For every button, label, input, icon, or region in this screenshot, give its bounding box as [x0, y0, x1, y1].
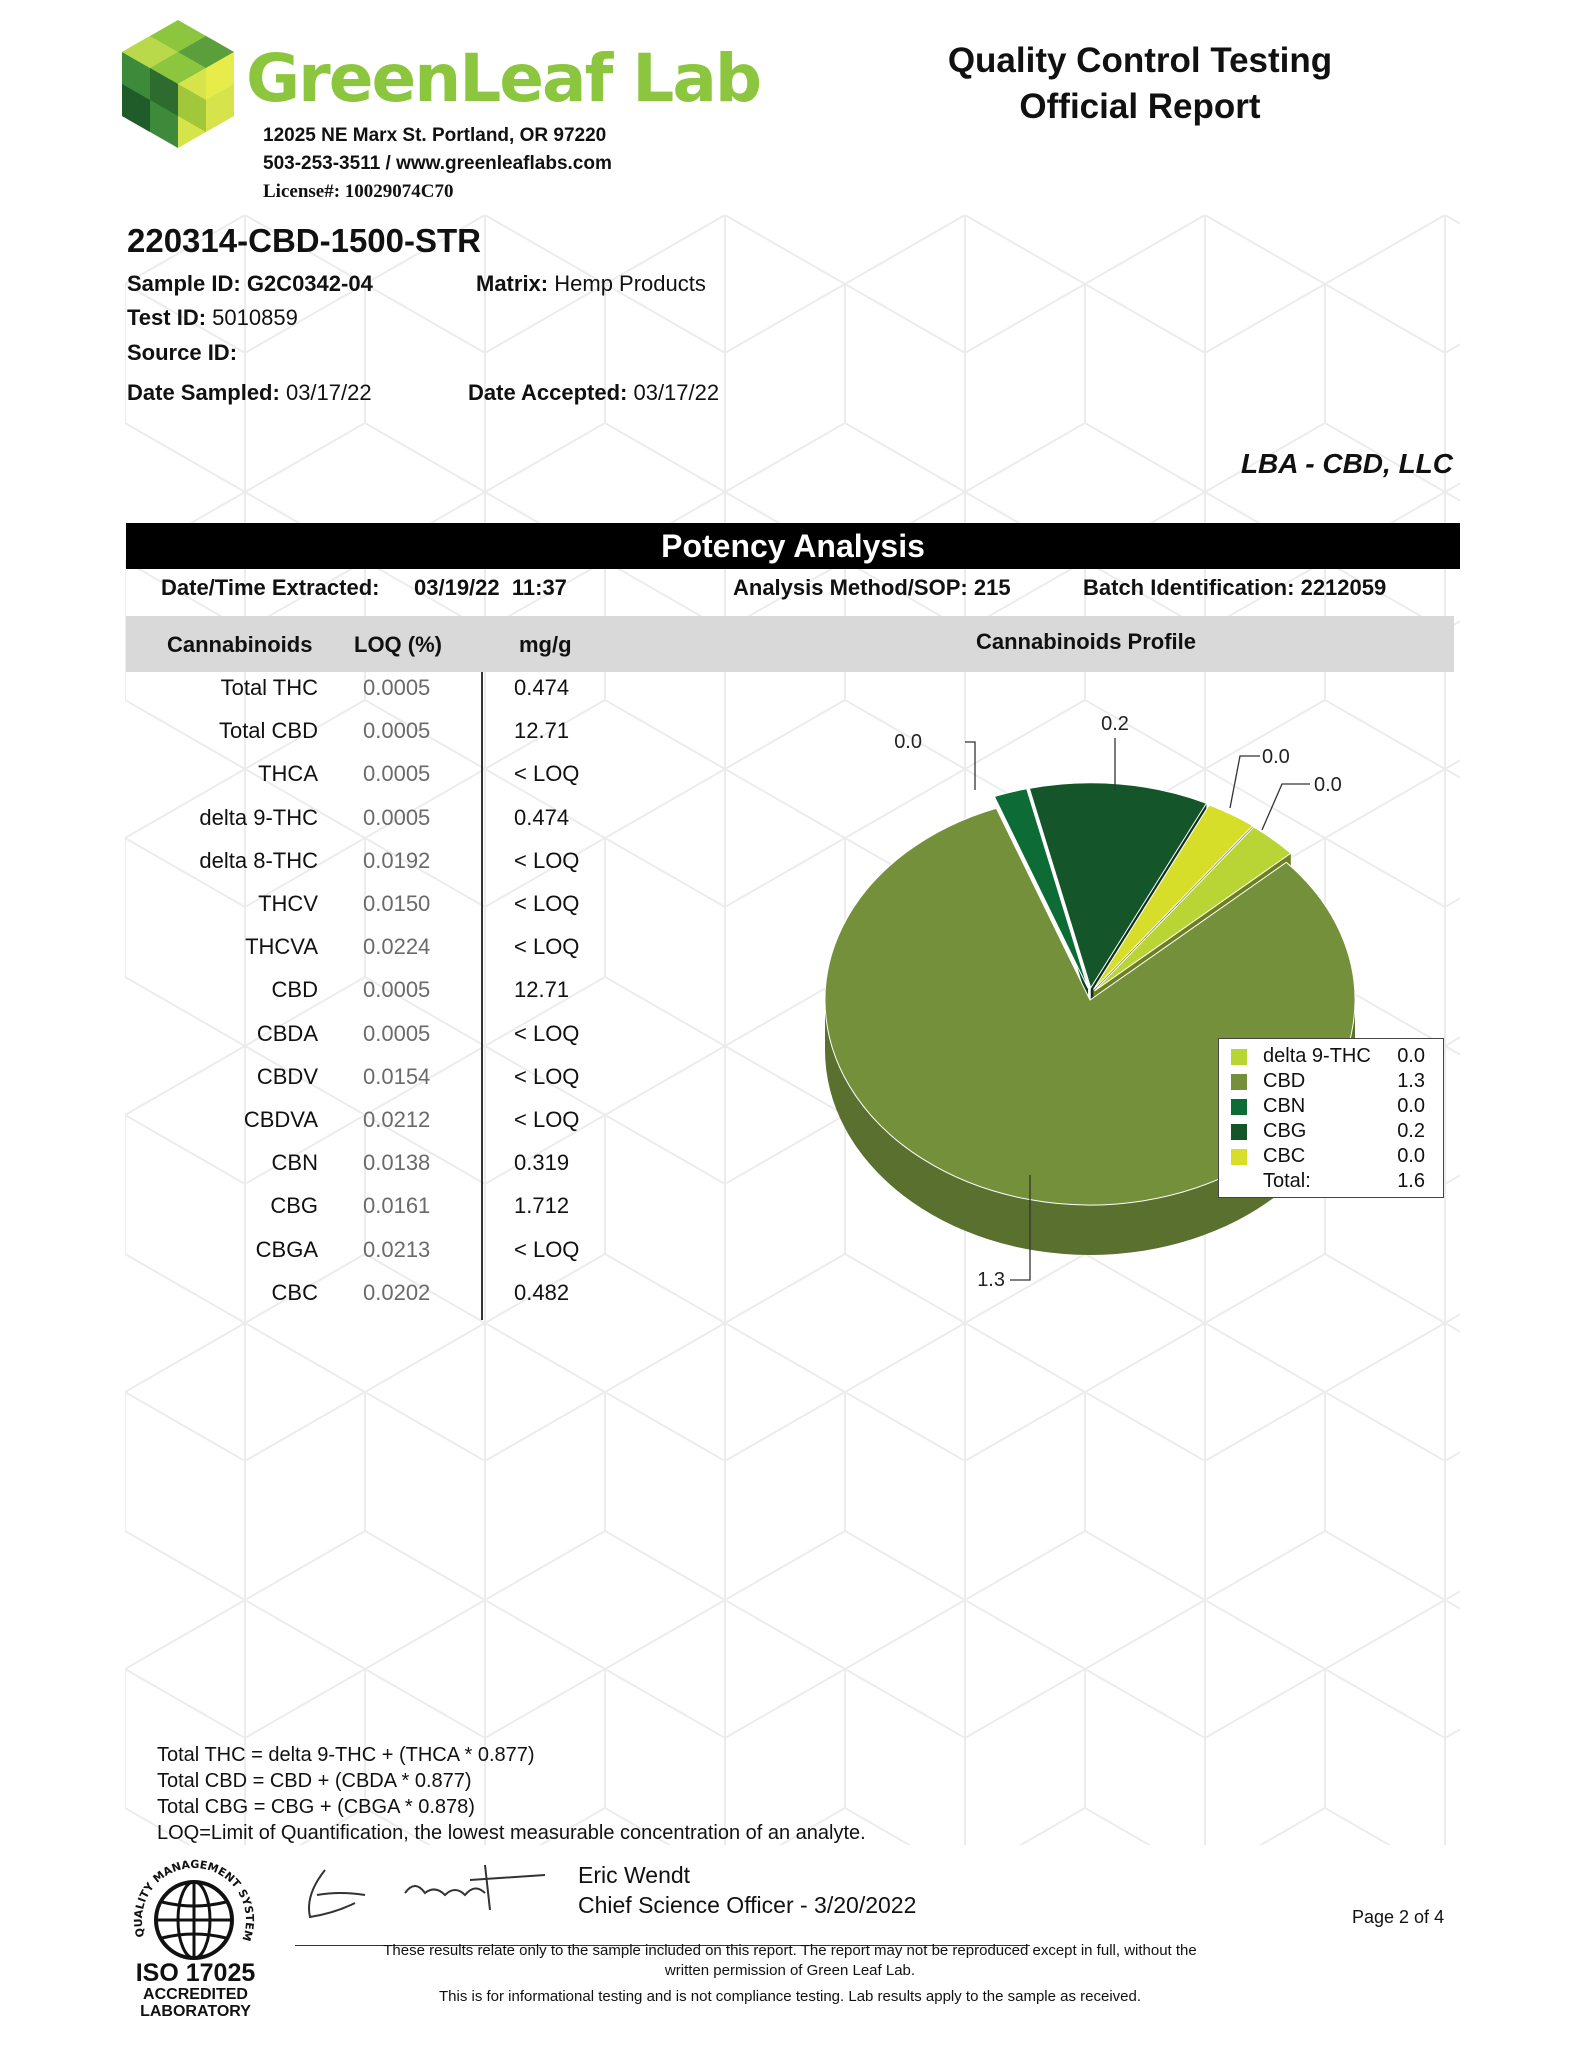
mgg-value: 0.482: [514, 1279, 570, 1305]
legend-item: [1219, 1119, 1443, 1144]
lab-contact: 503-253-3511 / www.greenleaflabs.com: [263, 153, 612, 174]
loq-value: 0.0212: [363, 1107, 431, 1132]
table-row: [0, 884, 600, 924]
iso-number: ISO 17025: [135, 1959, 256, 1987]
legend-label: CBC: [1263, 1145, 1306, 1167]
cannabinoid-name: CBC: [271, 1279, 318, 1305]
mgg-value: 12.71: [514, 718, 570, 744]
table-row: [0, 1186, 600, 1226]
date-sampled: Date Sampled: 03/17/22: [127, 380, 372, 405]
cannabinoid-name: THCVA: [245, 934, 318, 960]
loq-value: 0.0005: [363, 977, 431, 1003]
mgg-value: 0.319: [514, 1150, 570, 1176]
formula-notes: [157, 1742, 866, 1846]
table-row: [0, 1014, 600, 1054]
legend-item: [1219, 1094, 1443, 1119]
handwritten-signature: [295, 1855, 560, 1935]
signer-name: Eric Wendt: [578, 1862, 691, 1888]
legend-label: delta 9-THC: [1263, 1045, 1371, 1067]
cannabinoid-name: THCV: [258, 891, 318, 916]
iso-laboratory: LABORATORY: [140, 2003, 251, 2020]
disclaimer-1: These results relate only to the sample included on this report. The report may not be reproduced except in full, without the: [383, 1942, 1197, 1959]
disclaimer-2: written permission of Green Leaf Lab.: [664, 1962, 916, 1979]
extraction-datetime-value: 03/19/22 11:37: [414, 575, 567, 600]
legend-label: CBN: [1263, 1095, 1306, 1117]
cannabinoid-name: CBDA: [256, 1020, 318, 1046]
table-row: [0, 1057, 600, 1097]
table-row: [0, 970, 600, 1010]
table-row: [0, 668, 600, 708]
date-accepted: Date Accepted: 03/17/22: [468, 380, 720, 405]
table-row: [0, 1100, 600, 1140]
legend-swatch: [1231, 1099, 1247, 1115]
note-total-cbd: Total CBD = CBD + (CBDA * 0.877): [157, 1770, 472, 1792]
table-row: [0, 1273, 600, 1313]
loq-value: 0.0005: [363, 675, 431, 700]
legend-label: CBD: [1263, 1070, 1306, 1092]
pie-value-label: 0.0: [894, 731, 922, 753]
table-row: [0, 798, 600, 838]
legend-value: 0.0: [1397, 1045, 1425, 1067]
loq-value: 0.0005: [363, 804, 431, 830]
analysis-method: Analysis Method/SOP: 215: [733, 575, 1011, 600]
loq-value: 0.0192: [363, 847, 431, 873]
mgg-value: < LOQ: [514, 1020, 580, 1046]
col-header-loq: LOQ (%): [354, 632, 442, 657]
loq-value: 0.0224: [363, 934, 431, 960]
legend-label: CBG: [1263, 1120, 1307, 1142]
legend-swatch: [1231, 1124, 1247, 1140]
page-number: Page 2 of 4: [1352, 1907, 1445, 1927]
sample-id: Sample ID: G2C0342-04: [127, 271, 373, 296]
pie-leader-line: [1262, 784, 1310, 830]
cannabinoid-name: delta 9-THC: [199, 804, 318, 830]
greenleaf-cube-logo: [122, 20, 234, 148]
client-name: LBA - CBD, LLC: [1240, 448, 1453, 479]
product-name: 220314-CBD-1500-STR: [127, 222, 481, 259]
mgg-value: < LOQ: [514, 1107, 580, 1132]
mgg-value: < LOQ: [514, 761, 580, 787]
legend-total-value: 1.6: [1397, 1170, 1425, 1192]
pie-value-label: 1.3: [977, 1269, 1005, 1291]
report-title-line2: Official Report: [1019, 87, 1261, 126]
cannabinoid-name: Total CBD: [218, 718, 318, 744]
legend-value: 0.0: [1397, 1095, 1425, 1117]
mgg-value: < LOQ: [514, 1063, 580, 1089]
table-row: [0, 927, 600, 967]
potency-analysis-header: Potency Analysis: [126, 523, 1460, 569]
lab-name-logo: GreenLeaf Lab: [246, 40, 761, 117]
legend-total-label: Total:: [1263, 1170, 1311, 1192]
note-loq: LOQ=Limit of Quantification, the lowest measurable concentration of an analyte.: [157, 1822, 866, 1844]
legend-swatch: [1231, 1049, 1247, 1065]
legend-total: [1219, 1169, 1443, 1194]
table-row: [0, 754, 600, 794]
cannabinoid-name: CBD: [271, 977, 318, 1003]
loq-value: 0.0138: [363, 1150, 431, 1176]
legend-item: [1219, 1144, 1443, 1169]
iso-globe-seal: [124, 1858, 264, 1968]
mgg-value: 0.474: [514, 675, 570, 700]
lab-address: 12025 NE Marx St. Portland, OR 97220: [263, 125, 607, 146]
table-row: [0, 1230, 600, 1270]
legend-value: 0.2: [1397, 1120, 1425, 1142]
pie-leader-line: [1230, 756, 1260, 808]
mgg-value: < LOQ: [514, 891, 580, 916]
cannabinoid-name: Total THC: [220, 675, 318, 700]
loq-value: 0.0154: [363, 1063, 431, 1089]
legend-swatch: [1231, 1149, 1247, 1165]
table-row: [0, 1143, 600, 1183]
mgg-value: 0.474: [514, 804, 570, 830]
legend-swatch: [1231, 1074, 1247, 1090]
legend-value: 1.3: [1397, 1070, 1425, 1092]
mgg-value: < LOQ: [514, 847, 580, 873]
col-header-cannabinoids: Cannabinoids: [167, 632, 313, 657]
matrix: Matrix: Hemp Products: [476, 271, 706, 296]
col-header-mgg: mg/g: [519, 632, 572, 657]
loq-value: 0.0005: [363, 1020, 431, 1046]
mgg-value: 1.712: [514, 1193, 570, 1219]
note-total-thc: Total THC = delta 9-THC + (THCA * 0.877): [157, 1744, 535, 1766]
extraction-datetime: Date/Time Extracted:: [161, 575, 380, 600]
loq-value: 0.0213: [363, 1236, 431, 1262]
test-id: Test ID: 5010859: [127, 305, 298, 330]
report-title-line1: Quality Control Testing: [947, 41, 1333, 80]
legend-value: 0.0: [1397, 1145, 1425, 1167]
cannabinoid-name: CBDV: [256, 1063, 318, 1089]
cannabinoid-name: delta 8-THC: [199, 847, 318, 873]
table-header: [126, 616, 1454, 672]
iso-accredited: ACCREDITED: [143, 1986, 248, 2003]
note-total-cbg: Total CBG = CBG + (CBGA * 0.878): [157, 1796, 475, 1818]
disclaimer-3: This is for informational testing and is not compliance testing. Lab results apply to the sample as received.: [438, 1988, 1142, 2005]
report-title: [900, 38, 1380, 130]
batch-identification: Batch Identification: 2212059: [1083, 575, 1387, 600]
cannabinoids-pie-chart: [800, 680, 1460, 1320]
loq-value: 0.0005: [363, 718, 431, 744]
loq-value: 0.0150: [363, 891, 431, 916]
pie-leader-line: [965, 742, 975, 790]
source-id: Source ID:: [127, 340, 238, 365]
cannabinoid-name: CBGA: [255, 1236, 318, 1262]
pie-value-label: 0.2: [1101, 713, 1129, 735]
pie-legend: [1218, 1038, 1444, 1198]
col-header-profile: Cannabinoids Profile: [976, 629, 1197, 654]
table-row: [0, 711, 600, 751]
signer-title: Chief Science Officer - 3/20/2022: [578, 1892, 917, 1918]
legend-item: [1219, 1044, 1443, 1069]
mgg-value: < LOQ: [514, 1236, 580, 1262]
loq-value: 0.0202: [363, 1279, 431, 1305]
cannabinoid-name: CBN: [271, 1150, 318, 1176]
legend-item: [1219, 1069, 1443, 1094]
cannabinoid-name: CBDVA: [243, 1107, 318, 1132]
table-row: [0, 841, 600, 881]
mgg-value: 12.71: [514, 977, 570, 1003]
pie-value-label: 0.0: [1262, 746, 1290, 768]
cannabinoid-name: CBG: [270, 1193, 318, 1219]
loq-value: 0.0161: [363, 1193, 431, 1219]
loq-value: 0.0005: [363, 761, 431, 787]
pie-value-label: 0.0: [1314, 774, 1342, 796]
iso-ring-text: QUALITY MANAGEMENT SYSTEM: [131, 1858, 257, 1943]
cannabinoid-name: THCA: [258, 761, 318, 787]
mgg-value: < LOQ: [514, 934, 580, 960]
lab-license: License#: 10029074C70: [263, 181, 454, 202]
